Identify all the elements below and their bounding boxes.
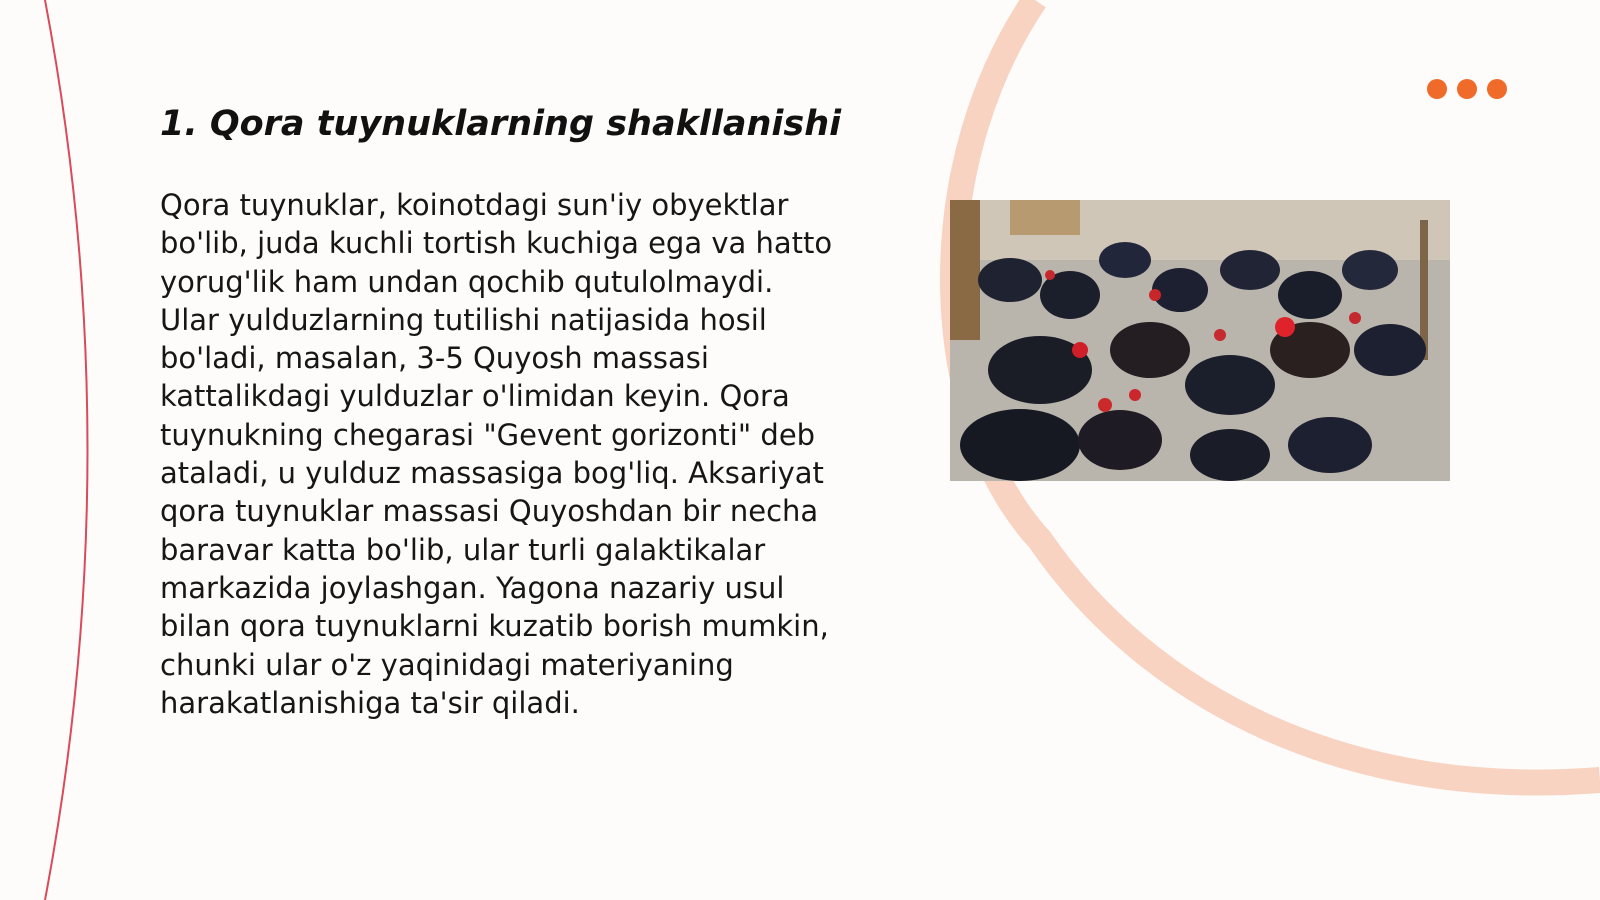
chickens-photo (950, 200, 1450, 481)
dot-icon (1457, 79, 1477, 99)
slide-body-text: Qora tuynuklar, koinotdagi sun'iy obyektlar bo'lib, juda kuchli tortish kuchiga ega va hatto yorug'lik ham undan qochib qutulolmaydi. Ular yulduzlarning tutilishi natijasida hosil bo'ladi, masalan, 3-5 Quyosh massasi kattalikdagi yulduzlar o'limidan keyin. Qora tuynukning chegarasi "Gevent gorizonti" deb ataladi, u yulduz massasiga bog'liq. Aksariyat qora tuynuklar massasi Quyoshdan bir necha baravar katta bo'lib, ular turli galaktikalar markazida joylashgan. Yagona nazariy usul bilan qora tuynuklarni kuzatib borish mumkin, chunki ular o'z yaqinidagi materiyaning harakatlanishiga ta'sir qiladi. (160, 188, 833, 720)
slide-title: 1. Qora tuynuklarning shakllanishi (160, 104, 842, 144)
menu-dots-icon (1427, 79, 1507, 99)
dot-icon (1487, 79, 1507, 99)
dot-icon (1427, 79, 1447, 99)
left-red-curve (45, 0, 88, 900)
